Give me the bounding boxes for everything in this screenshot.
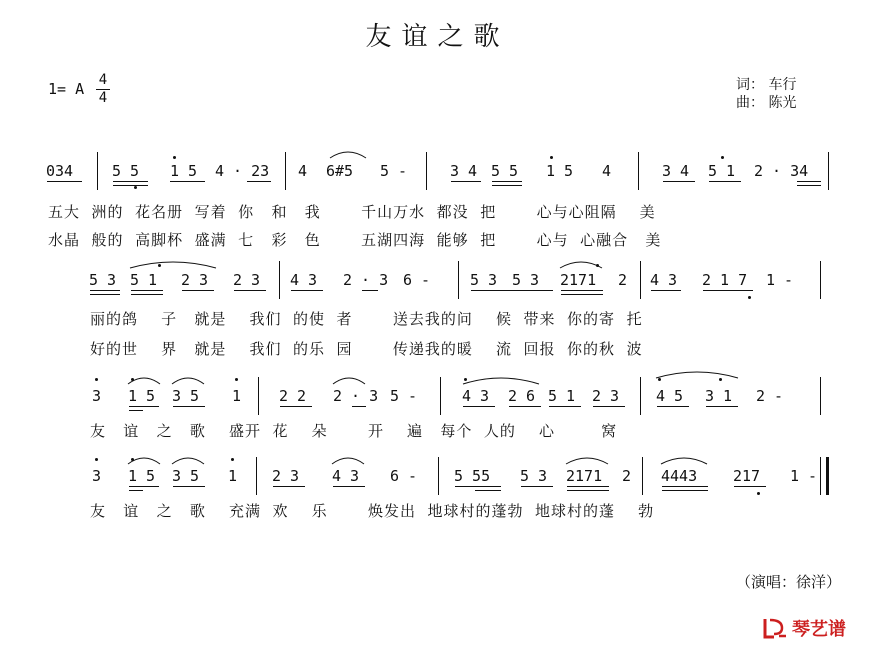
low-octave-dot [748,296,751,299]
lyricist-credit: 词： 车行 [736,77,797,93]
note-group: 5 3 [470,271,498,289]
high-octave-dot [95,458,98,461]
barline [440,377,441,415]
underline-beam [471,290,553,291]
underline-beam [170,181,205,182]
slur [654,366,740,380]
low-octave-dot [134,186,137,189]
note-group: 5 3 [89,271,117,289]
slur [170,452,206,466]
note-group: 6 - [390,467,418,485]
high-octave-dot [231,458,234,461]
final-barline [826,457,829,495]
note-group: 4 5 [656,387,684,405]
note-group: 5 1 [130,271,158,289]
high-octave-dot [95,378,98,381]
underline-beam [131,294,163,295]
underline-beam [663,181,695,182]
note-group: 4443 [661,467,698,485]
underline-beam [352,406,366,407]
underline-beam [362,290,378,291]
note-group: 2 · 34 [754,162,809,180]
barline [642,457,643,495]
underline-beam [734,486,766,487]
note-group: 5 5 [491,162,519,180]
underline-beam [291,290,323,291]
note-group: 1 [232,387,242,405]
high-octave-dot [235,378,238,381]
underline-beam [451,181,481,182]
underline-beam [173,486,205,487]
logo-icon [762,616,788,640]
slur [170,372,206,386]
note-group: 4 · 23 [215,162,270,180]
lyric-line: 友 谊 之 歌 盛开 花 朵 开 遍 每个 人的 心 窝 [90,422,618,440]
underline-beam [129,406,159,407]
underline-beam [113,181,148,182]
note-group: 5 1 [708,162,736,180]
note-group: 5 3 [512,271,540,289]
underline-beam [703,290,753,291]
note-group: 4 3 [650,271,678,289]
underline-beam [333,486,365,487]
slur [128,256,218,270]
lyric-line: 丽的鸽 子 就是 我们 的使 者 送去我的问 候 带来 你的寄 托 [90,310,643,328]
underline-beam [662,490,708,491]
note-group: 4 3 [290,271,318,289]
note-group: 3 5 [172,387,200,405]
note-group: 2 6 [508,387,536,405]
underline-beam [113,185,148,186]
note-group: 2 [618,271,628,289]
underline-beam [567,486,609,487]
barline [640,261,641,299]
note-group: 5 3 [520,467,548,485]
note-group: 2 - [756,387,784,405]
high-octave-dot [173,156,176,159]
underline-beam [129,410,143,411]
credits [736,76,796,112]
note-group: 1 5 [128,387,156,405]
underline-beam [492,181,522,182]
note-group: 2171 [560,271,597,289]
note-group: 3 5 [172,467,200,485]
slur [328,146,368,160]
barline [640,377,641,415]
underline-beam [549,406,581,407]
note-group: 2 1 7 [702,271,748,289]
note-group: 5 - [390,387,418,405]
note-group: 4 [298,162,308,180]
note-group: 4 3 [332,467,360,485]
note-group: 217 [733,467,761,485]
note-group: 6 - [403,271,431,289]
singer-credit: （演唱：徐洋） [736,573,842,591]
note-group: 3 [92,467,102,485]
note-group: 5 1 [548,387,576,405]
note-group: 2 [622,467,632,485]
note-group: 1 - [766,271,794,289]
barline [820,377,821,415]
barline [638,152,639,190]
note-group: 2 3 [272,467,300,485]
underline-beam [475,490,501,491]
note-group: 1 5 [128,467,156,485]
underline-beam [463,406,495,407]
barline [97,152,98,190]
song-title: 友谊之歌 [365,22,510,52]
slur [126,372,162,386]
note-group: 2171 [566,467,603,485]
high-octave-dot [721,156,724,159]
composer-credit: 曲： 陈光 [736,95,797,111]
note-group: 2 3 [181,271,209,289]
slur [564,452,610,466]
underline-beam [797,181,821,182]
time-signature-top: 4 [98,72,108,88]
note-group: 3 [92,387,102,405]
underline-beam [90,294,120,295]
note-group: 4 3 [462,387,490,405]
note-group: 1 5 [170,162,198,180]
barline [458,261,459,299]
underline-beam [561,294,603,295]
note-group: 1 [228,467,238,485]
underline-beam [706,406,738,407]
note-group: 3 1 [705,387,733,405]
barline [828,152,829,190]
underline-beam [521,486,553,487]
underline-beam [662,486,708,487]
lyric-line: 水晶 般的 高脚杯 盛满 七 彩 色 五湖四海 能够 把 心与 心融合 美 [48,231,662,249]
underline-beam [129,490,143,491]
barline [258,377,259,415]
slur [461,372,541,386]
underline-beam [561,290,603,291]
underline-beam [47,181,82,182]
logo-text: 琴艺谱 [792,619,846,640]
note-group: 6#5 [326,162,354,180]
note-group: 2 3 [592,387,620,405]
underline-beam [509,406,541,407]
barline [279,261,280,299]
underline-beam [234,290,266,291]
time-signature [96,72,110,107]
underline-beam [709,181,741,182]
underline-beam [651,290,681,291]
barline [256,457,257,495]
note-group: 034 [46,162,74,180]
note-group: 4 [602,162,612,180]
barline [820,261,821,299]
time-signature-bottom: 4 [96,89,110,107]
underline-beam [455,486,501,487]
note-group: 1 5 [546,162,574,180]
watermark-logo [762,615,846,641]
barline [426,152,427,190]
underline-beam [492,185,522,186]
note-group: 2 3 [233,271,261,289]
slur [558,256,604,270]
low-octave-dot [757,492,760,495]
note-group: 2 · 3 [343,271,389,289]
key-signature: 1= A [48,80,85,98]
note-group: 3 4 [662,162,690,180]
barline [285,152,286,190]
slur [659,452,709,466]
slur [126,452,162,466]
underline-beam [247,181,271,182]
underline-beam [797,185,821,186]
lyric-line: 五大 洲的 花名册 写着 你 和 我 千山万水 都没 把 心与心阻隔 美 [48,203,656,221]
underline-beam [131,290,163,291]
note-group: 1 - [790,467,818,485]
underline-beam [182,290,214,291]
underline-beam [129,486,159,487]
underline-beam [173,406,205,407]
high-octave-dot [550,156,553,159]
underline-beam [593,406,625,407]
note-group: 2 2 [279,387,307,405]
underline-beam [273,486,305,487]
underline-beam [657,406,689,407]
slur [330,452,366,466]
underline-beam [90,290,120,291]
barline [438,457,439,495]
note-group: 5 55 [454,467,491,485]
lyric-line: 友 谊 之 歌 充满 欢 乐 焕发出 地球村的蓬勃 地球村的蓬 勃 [90,502,655,520]
note-group: 2 · 3 [333,387,379,405]
underline-beam [280,406,312,407]
slur [331,372,367,386]
note-group: 5 5 [112,162,140,180]
note-group: 5 - [380,162,408,180]
lyric-line: 好的世 界 就是 我们 的乐 园 传递我的暖 流 回报 你的秋 波 [90,340,643,358]
note-group: 3 4 [450,162,478,180]
underline-beam [567,490,609,491]
barline [820,457,821,495]
